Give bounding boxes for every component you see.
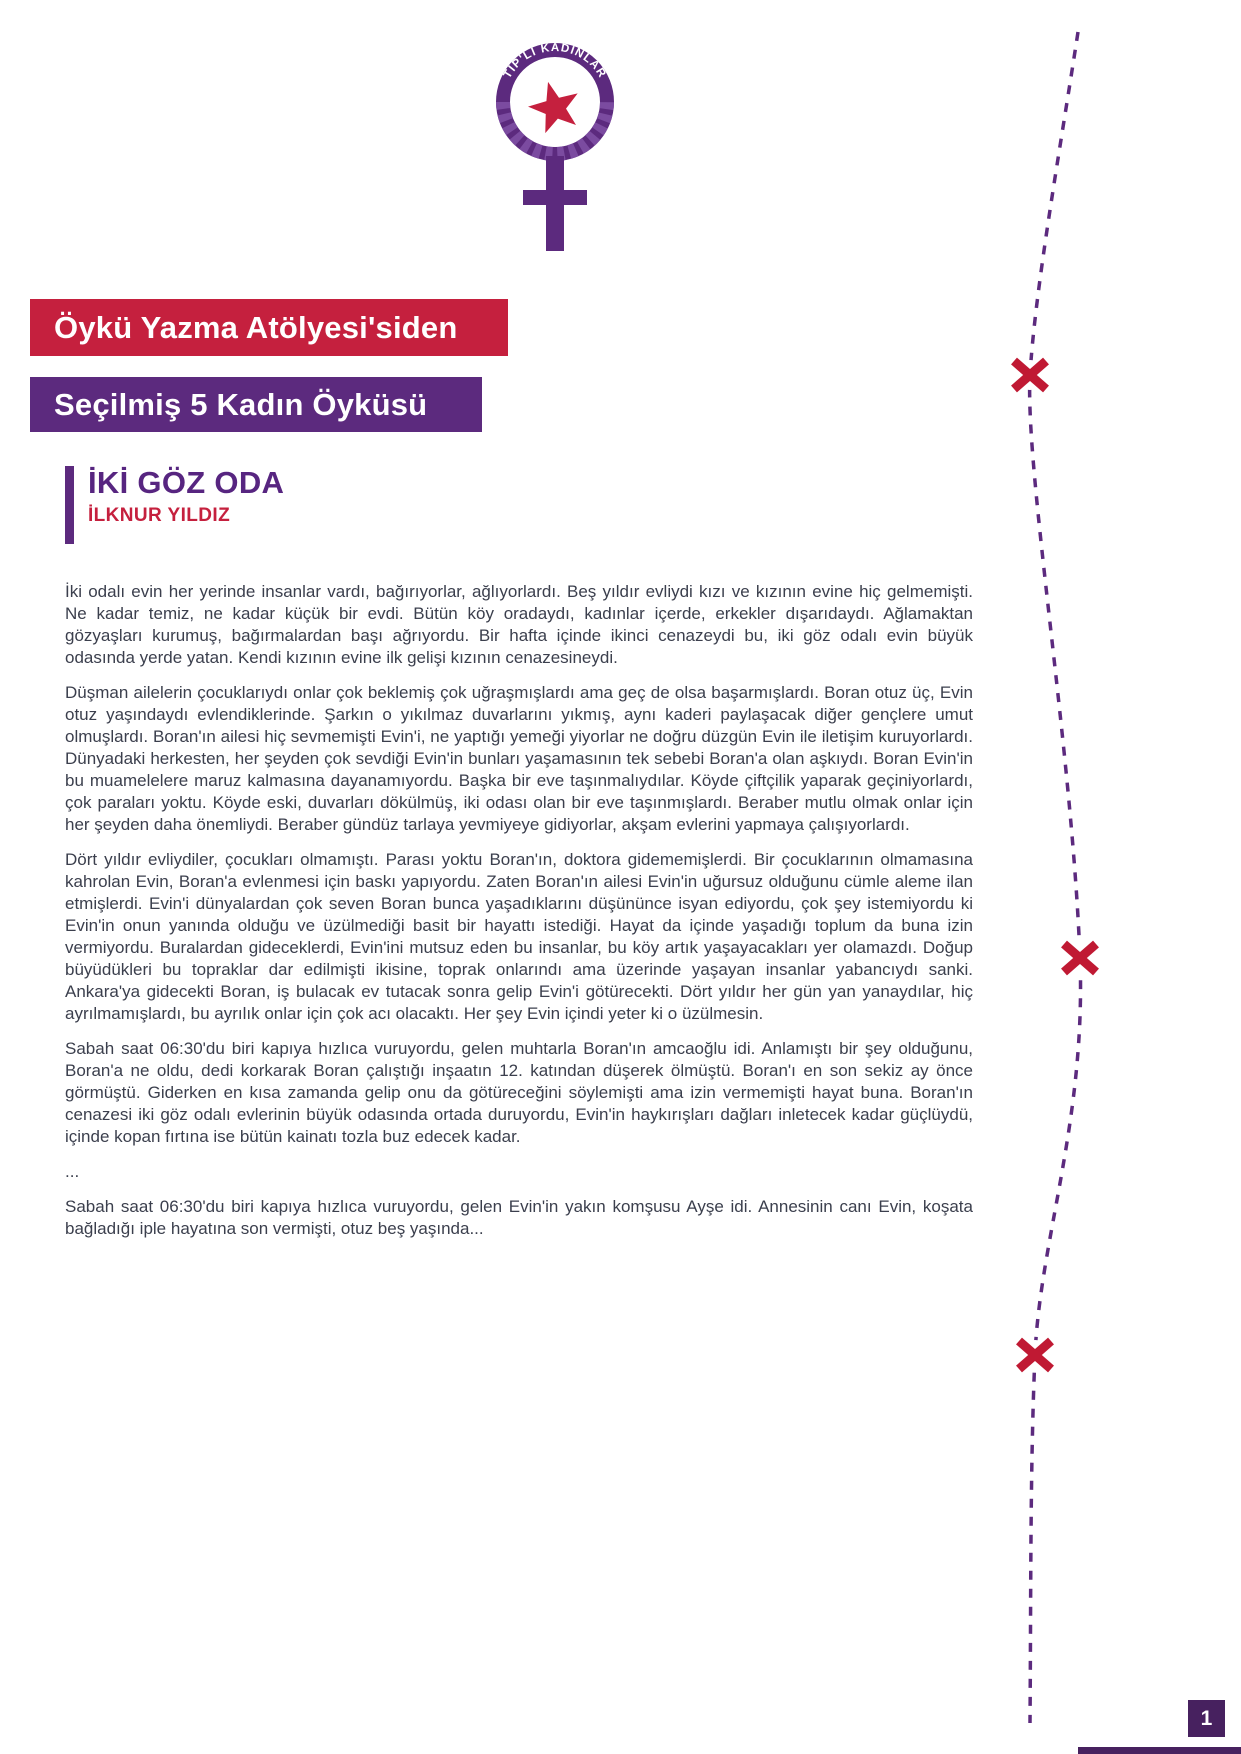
cut-line-decoration — [990, 0, 1241, 1754]
story-paragraph-ellipsis: ... — [65, 1162, 80, 1181]
story-paragraph-1: İki odalı evin her yerinde insanlar vardı, bağırıyorlar, ağlıyorlardı. Beş yıldır evliydi kızı ve kızının evine hiç gelmemişti. Ne kadar temiz, ne kadar küçük bir evdi. Bütün köy oradaydı, kadınlar içerde, erkekler dışarıdaydı. Ağlamaktan gözyaşları kurumuş, bağırmalardan başı ağrıyordu. Bir hafta içinde ikinci cenazeydi bu, iki göz odalı evin büyük odasında yerde yatan. Kendi kızının evine ilk gelişi kızının cenazesineydi. — [65, 582, 973, 667]
story-header — [65, 466, 284, 544]
banner-selected-stories-label: Seçilmiş 5 Kadın Öyküsü — [54, 386, 428, 422]
story-paragraph-4: Sabah saat 06:30'du biri kapıya hızlıca vuruyordu, gelen muhtarla Boran'ın amcaoğlu idi. Anlamıştı bir şey olduğunu, Boran'a ne oldu, dedi korkarak Boran çalıştığı inşaatın 12. katından düşerek ölmüştü. Boran'ı en son sekiz ay önce görmüştü. Giderken en kısa zamanda gelip onu da götüreceğini söylemişti ama izin vermemişti hayat buna. Boran'ın cenazesi iki göz odalı evlerinin büyük odasında ortada duruyordu, Evin'in haykırışları dağları inletecek kadar güçlüydü, içinde kopan fırtına ise bütün kainatı tozla buz edecek kadar. — [65, 1039, 973, 1146]
story-paragraph-2: Düşman ailelerin çocuklarıydı onlar çok beklemiş çok uğraşmışlardı ama geç de olsa başarmışlardı. Boran otuz üç, Evin otuz yaşındaydı evlendiklerinde. Şarkın o yıkılmaz duvarlarını yıkmış, aynı kaderi paylaşacak diğer gençlere umut olmuşlardı. Boran'ın ailesi hiç sevmemişti Evin'i, ne yaptığı yemeği yiyorlar ne doğru düzgün Evin ile iletişim kuruyorlardı. Dünyadaki herkesten, her şeyden çok sevdiği Evin'in bunları yaşamasının tek sebebi Boran'a olan aşkıydı. Boran Evin'in bu muamelelere maruz kalmasına dayanamıyordu. Başka bir eve taşınmalıydılar. Köyde çiftçilik yaparak geçiniyorlardı, çok paraları yoktu. Köyde eski, duvarları dökülmüş, iki odası olan bir eve taşınmışlardı. Beraber mutlu olmak onlar için her şeyden daha önemliydi. Beraber gündüz tarlaya yevmiyeye gidiyorlar, akşam evlerini yapmaya çalışıyorlardı. — [65, 683, 973, 834]
cut-line-path — [1030, 32, 1081, 1723]
title-accent-bar — [65, 466, 74, 544]
story-author: İLKNUR YILDIZ — [88, 505, 231, 527]
bottom-edge-bar — [1078, 1747, 1241, 1754]
banner-workshop — [30, 299, 508, 356]
banner-selected-stories — [30, 377, 482, 432]
female-symbol-crossbar — [523, 190, 587, 205]
banner-workshop-label: Öykü Yazma Atölyesi'siden — [54, 309, 458, 345]
story-title: İKİ GÖZ ODA — [88, 465, 285, 500]
logo-graphic — [475, 30, 635, 260]
tipli-kadinlar-logo — [475, 30, 635, 260]
cut-mark-icon — [1019, 1340, 1051, 1370]
story-body — [65, 581, 973, 1253]
cut-mark-icon — [1064, 943, 1096, 973]
story-paragraph-3: Dört yıldır evliydiler, çocukları olmamıştı. Parası yoktu Boran'ın, doktora gidememişlerdi. Bir çocuklarının olmamasına kahrolan Evin, Boran'a evlenmesi için baskı yapıyordu. Zaten Boran'ın ailesi Evin'in uğursuz olduğunu cümle aleme ilan etmişlerdi. Evin'i dünyalardan çok seven Boran bunca yaşadıklarını düşününce isyan ediyordu, çok şey istemiyordu ki Evin'in onun yanında olduğu ve üzülmediği basit bir hayattı istediği. Hayat da içinde yaşadığı toplum da buna izin vermiyordu. Buralardan gideceklerdi, Evin'ini mutsuz eden bu insanlar, bu köy artık yaşayacakları yer olamazdı. Doğup büyüdükleri bu topraklar dar edilmişti ikisine, toprak onlarındı ama üzerinde yaşayan insanlar yabancıydı sanki. Ankara'ya gidecekti Boran, iş bulacak ev tutacak sonra gelip Evin'i götürecekti. Dört yıldır her gün yan yanaydılar, hiç ayrılmamışlardı, bu ayrılık onlar için çok acı olacaktı. Her şey Evin içindi yeter ki o üzülmesin. — [65, 850, 973, 1023]
title-block — [88, 466, 284, 544]
page-number-badge — [1188, 1700, 1225, 1737]
story-paragraph-5: Sabah saat 06:30'du biri kapıya hızlıca vuruyordu, gelen Evin'in yakın komşusu Ayşe idi. Annesinin canı Evin, koşata bağladığı iple hayatına son vermişti, otuz beş yaşında... — [65, 1197, 973, 1238]
logo-arc-text: TİP'Lİ KADINLAR — [501, 41, 609, 81]
cut-mark-icon — [1014, 360, 1046, 390]
page-number-label: 1 — [1200, 1706, 1213, 1730]
